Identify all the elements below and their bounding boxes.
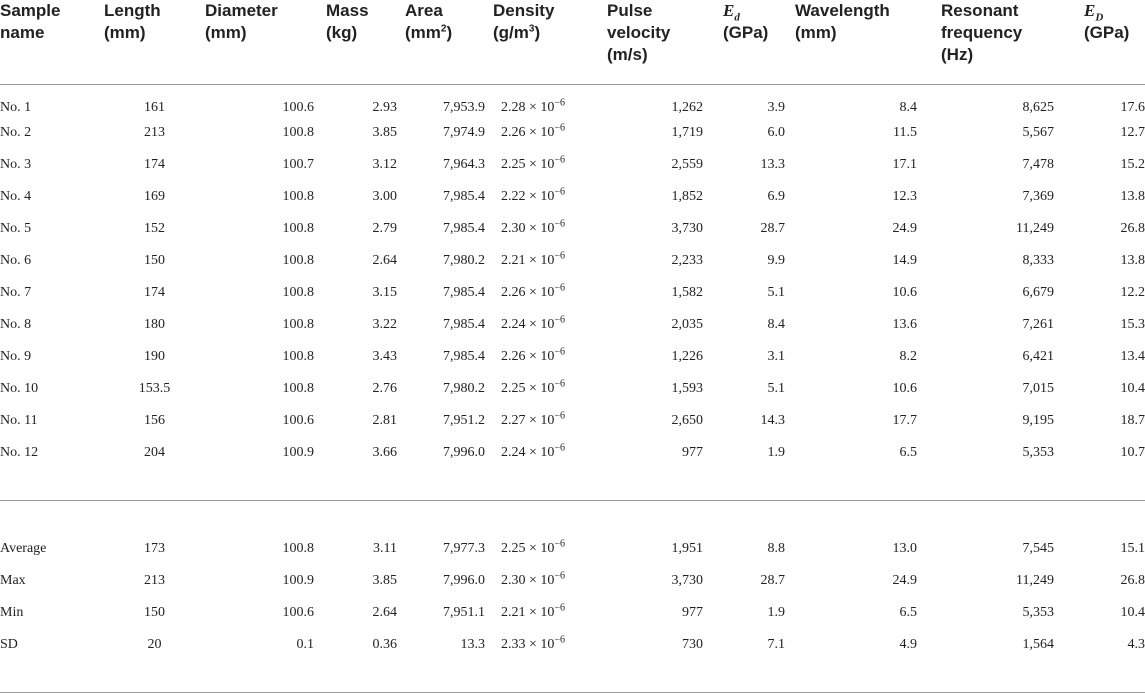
cell-eD: 15.3 bbox=[1120, 316, 1145, 332]
cell-ed: 6.0 bbox=[767, 124, 785, 140]
cell-mass: 0.36 bbox=[372, 636, 397, 652]
density-exponent: −6 bbox=[554, 377, 566, 389]
cell-density: $2.26 \times 10^{-6}$ bbox=[501, 121, 566, 140]
cell-pulse-velocity: 2,650 bbox=[671, 412, 703, 428]
header-ed: $E_d$ (GPa) bbox=[723, 0, 795, 84]
cell-eD: 12.7 bbox=[1120, 124, 1145, 140]
density-exponent: −6 bbox=[554, 96, 566, 108]
cell-resonant-frequency: 5,353 bbox=[1022, 444, 1054, 460]
header-wavelength: Wavelength (mm) bbox=[795, 0, 941, 84]
cell-ed: 28.7 bbox=[760, 572, 785, 588]
cell-eD: 10.7 bbox=[1120, 444, 1145, 460]
cell-length: 204 bbox=[144, 444, 165, 460]
density-exponent: −6 bbox=[554, 441, 566, 453]
cell-eD: 17.6 bbox=[1120, 99, 1145, 115]
density-exponent: −6 bbox=[554, 217, 566, 229]
cell-length: 150 bbox=[144, 604, 165, 620]
cell-length: 161 bbox=[144, 99, 165, 115]
cell-area: 7,980.2 bbox=[443, 252, 485, 268]
cell-diameter: 0.1 bbox=[296, 636, 314, 652]
cell-pulse-velocity: 2,233 bbox=[671, 252, 703, 268]
cell-resonant-frequency: 6,421 bbox=[1022, 348, 1054, 364]
cell-area: 7,953.9 bbox=[443, 99, 485, 115]
cell-area: 7,996.0 bbox=[443, 572, 485, 588]
density-exponent: −6 bbox=[554, 633, 566, 645]
cell-sample-name: No. 9 bbox=[0, 348, 32, 364]
cell-ed: 14.3 bbox=[760, 412, 785, 428]
cell-mass: 2.64 bbox=[372, 252, 397, 268]
cell-eD: 13.8 bbox=[1120, 252, 1145, 268]
cell-density: $2.21 \times 10^{-6}$ bbox=[501, 249, 566, 268]
cell-resonant-frequency: 7,545 bbox=[1022, 540, 1054, 556]
cell-eD: 12.2 bbox=[1120, 284, 1145, 300]
cell-pulse-velocity: 3,730 bbox=[671, 572, 703, 588]
cell-eD: 10.4 bbox=[1120, 380, 1145, 396]
cell-mass: 3.11 bbox=[373, 540, 397, 556]
cell-ed: 7.1 bbox=[767, 636, 785, 652]
cell-diameter: 100.9 bbox=[282, 444, 314, 460]
cell-diameter: 100.7 bbox=[282, 156, 314, 172]
density-exponent: −6 bbox=[554, 281, 566, 293]
summary-row bbox=[0, 597, 1145, 629]
cell-wavelength: 8.2 bbox=[899, 348, 917, 364]
table-bottom-rule bbox=[0, 661, 1145, 693]
cell-mass: 3.66 bbox=[372, 444, 397, 460]
cell-wavelength: 6.5 bbox=[899, 604, 917, 620]
cell-wavelength: 11.5 bbox=[893, 124, 917, 140]
section-separator bbox=[0, 469, 1145, 533]
cell-wavelength: 14.9 bbox=[892, 252, 917, 268]
cell-eD: 4.3 bbox=[1127, 636, 1145, 652]
cell-eD: 26.8 bbox=[1120, 220, 1145, 236]
header-length: Length (mm) bbox=[104, 0, 205, 84]
density-exponent: −6 bbox=[554, 569, 566, 581]
table-row bbox=[0, 341, 1145, 373]
cell-density: $2.24 \times 10^{-6}$ bbox=[501, 441, 566, 460]
density-exponent: −6 bbox=[554, 249, 566, 261]
cell-mass: 2.64 bbox=[372, 604, 397, 620]
cell-eD: 15.1 bbox=[1120, 540, 1145, 556]
cell-mass: 3.22 bbox=[372, 316, 397, 332]
cell-diameter: 100.6 bbox=[282, 99, 314, 115]
table-row bbox=[0, 437, 1145, 469]
density-exponent: −6 bbox=[554, 601, 566, 613]
cell-pulse-velocity: 1,951 bbox=[671, 540, 703, 556]
cell-ed: 13.3 bbox=[760, 156, 785, 172]
cell-diameter: 100.8 bbox=[282, 188, 314, 204]
cell-sample-name: No. 5 bbox=[0, 220, 32, 236]
cell-area: 7,951.1 bbox=[443, 604, 485, 620]
cell-density: $2.27 \times 10^{-6}$ bbox=[501, 409, 566, 428]
cell-area: 7,980.2 bbox=[443, 380, 485, 396]
cell-mass: 2.81 bbox=[372, 412, 397, 428]
cell-area: 7,985.4 bbox=[443, 188, 485, 204]
cell-resonant-frequency: 7,261 bbox=[1022, 316, 1054, 332]
cell-density: $2.22 \times 10^{-6}$ bbox=[501, 185, 566, 204]
cell-sample-name: SD bbox=[0, 636, 18, 652]
cell-diameter: 100.9 bbox=[282, 572, 314, 588]
header-resonant-frequency: Resonant frequency (Hz) bbox=[941, 0, 1084, 84]
summary-row bbox=[0, 533, 1145, 565]
cell-resonant-frequency: 8,625 bbox=[1022, 99, 1054, 115]
table-row bbox=[0, 373, 1145, 405]
cell-length: 213 bbox=[144, 124, 165, 140]
cell-pulse-velocity: 977 bbox=[682, 444, 703, 460]
cell-mass: 3.85 bbox=[372, 572, 397, 588]
cell-sample-name: No. 6 bbox=[0, 252, 32, 268]
cell-pulse-velocity: 1,226 bbox=[671, 348, 703, 364]
header-eD: $E_D$ (GPa) bbox=[1084, 0, 1145, 84]
table-row bbox=[0, 213, 1145, 245]
cell-density: $2.30 \times 10^{-6}$ bbox=[501, 569, 566, 588]
cell-diameter: 100.8 bbox=[282, 124, 314, 140]
summary-row bbox=[0, 565, 1145, 597]
cell-mass: 2.93 bbox=[372, 99, 397, 115]
density-exponent: −6 bbox=[554, 185, 566, 197]
cell-eD: 26.8 bbox=[1120, 572, 1145, 588]
cell-diameter: 100.8 bbox=[282, 220, 314, 236]
cell-ed: 8.4 bbox=[767, 316, 785, 332]
cell-density: $2.25 \times 10^{-6}$ bbox=[501, 537, 566, 556]
cell-resonant-frequency: 8,333 bbox=[1022, 252, 1054, 268]
cell-wavelength: 24.9 bbox=[892, 220, 917, 236]
cell-length: 174 bbox=[144, 284, 165, 300]
cell-length: 150 bbox=[144, 252, 165, 268]
cell-area: 7,974.9 bbox=[443, 124, 485, 140]
cell-pulse-velocity: 1,593 bbox=[671, 380, 703, 396]
cell-pulse-velocity: 730 bbox=[682, 636, 703, 652]
cell-mass: 3.12 bbox=[372, 156, 397, 172]
cell-ed: 3.9 bbox=[767, 99, 785, 115]
cell-length: 173 bbox=[144, 540, 165, 556]
header-diameter: Diameter (mm) bbox=[205, 0, 326, 84]
cell-resonant-frequency: 6,679 bbox=[1022, 284, 1054, 300]
cell-ed: 3.1 bbox=[767, 348, 785, 364]
cell-eD: 15.2 bbox=[1120, 156, 1145, 172]
header-area: Area $(mm^2)$ bbox=[405, 0, 493, 84]
cell-eD: 13.8 bbox=[1120, 188, 1145, 204]
cell-length: 174 bbox=[144, 156, 165, 172]
sample-rows bbox=[0, 84, 1145, 469]
cell-resonant-frequency: 9,195 bbox=[1022, 412, 1054, 428]
cell-ed: 1.9 bbox=[767, 444, 785, 460]
cell-pulse-velocity: 1,852 bbox=[671, 188, 703, 204]
density-exponent: −6 bbox=[554, 313, 566, 325]
header-mass: Mass (kg) bbox=[326, 0, 405, 84]
cell-area: 7,985.4 bbox=[443, 348, 485, 364]
cell-resonant-frequency: 7,015 bbox=[1022, 380, 1054, 396]
cell-wavelength: 12.3 bbox=[892, 188, 917, 204]
cell-ed: 6.9 bbox=[767, 188, 785, 204]
cell-density: $2.28 \times 10^{-6}$ bbox=[501, 96, 566, 115]
cell-sample-name: No. 11 bbox=[0, 412, 38, 428]
cell-pulse-velocity: 2,035 bbox=[671, 316, 703, 332]
cell-sample-name: Max bbox=[0, 572, 26, 588]
cell-length: 169 bbox=[144, 188, 165, 204]
cell-sample-name: No. 4 bbox=[0, 188, 32, 204]
header-sample-name: Sample name bbox=[0, 0, 104, 84]
cell-sample-name: No. 3 bbox=[0, 156, 32, 172]
cell-sample-name: No. 8 bbox=[0, 316, 32, 332]
cell-density: $2.26 \times 10^{-6}$ bbox=[501, 345, 566, 364]
density-exponent: −6 bbox=[554, 345, 566, 357]
cell-sample-name: No. 10 bbox=[0, 380, 39, 396]
cell-diameter: 100.6 bbox=[282, 604, 314, 620]
table-row bbox=[0, 309, 1145, 341]
cell-area: 7,985.4 bbox=[443, 316, 485, 332]
cell-sample-name: No. 7 bbox=[0, 284, 32, 300]
cell-area: 7,977.3 bbox=[443, 540, 485, 556]
cell-pulse-velocity: 1,262 bbox=[671, 99, 703, 115]
cell-resonant-frequency: 7,478 bbox=[1022, 156, 1054, 172]
cell-sample-name: No. 12 bbox=[0, 444, 39, 460]
cell-sample-name: Min bbox=[0, 604, 24, 620]
cell-diameter: 100.8 bbox=[282, 252, 314, 268]
cell-length: 153.5 bbox=[138, 380, 171, 396]
cell-wavelength: 4.9 bbox=[899, 636, 917, 652]
cell-resonant-frequency: 11,249 bbox=[1016, 572, 1054, 588]
cell-area: 7,951.2 bbox=[443, 412, 485, 428]
cell-mass: 3.15 bbox=[372, 284, 397, 300]
density-exponent: −6 bbox=[554, 121, 566, 133]
cell-resonant-frequency: 7,369 bbox=[1022, 188, 1054, 204]
cell-diameter: 100.8 bbox=[282, 348, 314, 364]
cell-eD: 18.7 bbox=[1120, 412, 1145, 428]
cell-pulse-velocity: 2,559 bbox=[671, 156, 703, 172]
cell-length: 20 bbox=[147, 636, 162, 652]
table-row bbox=[0, 181, 1145, 213]
cell-ed: 1.9 bbox=[767, 604, 785, 620]
cell-wavelength: 6.5 bbox=[899, 444, 917, 460]
cell-wavelength: 17.7 bbox=[892, 412, 917, 428]
cell-sample-name: No. 2 bbox=[0, 124, 32, 140]
table-row bbox=[0, 117, 1145, 149]
cell-length: 180 bbox=[144, 316, 165, 332]
header-row bbox=[0, 0, 1145, 84]
cell-diameter: 100.8 bbox=[282, 540, 314, 556]
cell-eD: 13.4 bbox=[1120, 348, 1145, 364]
header-pulse-velocity: Pulse velocity (m/s) bbox=[607, 0, 723, 84]
table-row bbox=[0, 245, 1145, 277]
cell-resonant-frequency: 11,249 bbox=[1016, 220, 1054, 236]
cell-length: 152 bbox=[144, 220, 165, 236]
cell-density: $2.30 \times 10^{-6}$ bbox=[501, 217, 566, 236]
cell-pulse-velocity: 3,730 bbox=[671, 220, 703, 236]
cell-area: 7,996.0 bbox=[443, 444, 485, 460]
cell-density: $2.25 \times 10^{-6}$ bbox=[501, 377, 566, 396]
cell-pulse-velocity: 1,719 bbox=[671, 124, 703, 140]
cell-density: $2.24 \times 10^{-6}$ bbox=[501, 313, 566, 332]
cell-sample-name: Average bbox=[0, 540, 47, 556]
density-exponent: −6 bbox=[554, 409, 566, 421]
summary-rows bbox=[0, 533, 1145, 661]
cell-diameter: 100.8 bbox=[282, 380, 314, 396]
cell-ed: 5.1 bbox=[767, 380, 785, 396]
table-row bbox=[0, 84, 1145, 117]
density-exponent: −6 bbox=[554, 537, 566, 549]
cell-ed: 8.8 bbox=[767, 540, 785, 556]
header-density: Density $(g/m^3)$ bbox=[493, 0, 607, 84]
cell-pulse-velocity: 1,582 bbox=[671, 284, 703, 300]
cell-mass: 3.85 bbox=[372, 124, 397, 140]
cell-length: 213 bbox=[144, 572, 165, 588]
table-row bbox=[0, 277, 1145, 309]
cell-wavelength: 13.0 bbox=[892, 540, 917, 556]
cell-mass: 3.00 bbox=[372, 188, 397, 204]
cell-area: 13.3 bbox=[460, 636, 485, 652]
cell-area: 7,985.4 bbox=[443, 284, 485, 300]
cell-length: 156 bbox=[144, 412, 165, 428]
cell-sample-name: No. 1 bbox=[0, 99, 32, 115]
density-exponent: −6 bbox=[554, 153, 566, 165]
cell-diameter: 100.8 bbox=[282, 284, 314, 300]
cell-density: $2.21 \times 10^{-6}$ bbox=[501, 601, 566, 620]
summary-row bbox=[0, 629, 1145, 661]
cell-ed: 5.1 bbox=[767, 284, 785, 300]
cell-mass: 2.79 bbox=[372, 220, 397, 236]
cell-ed: 9.9 bbox=[767, 252, 785, 268]
cell-diameter: 100.6 bbox=[282, 412, 314, 428]
cell-resonant-frequency: 5,567 bbox=[1022, 124, 1054, 140]
table-row bbox=[0, 149, 1145, 181]
cell-wavelength: 10.6 bbox=[892, 284, 917, 300]
cell-wavelength: 24.9 bbox=[892, 572, 917, 588]
cell-length: 190 bbox=[144, 348, 165, 364]
cell-wavelength: 10.6 bbox=[892, 380, 917, 396]
cell-area: 7,985.4 bbox=[443, 220, 485, 236]
cell-mass: 2.76 bbox=[372, 380, 397, 396]
cell-eD: 10.4 bbox=[1120, 604, 1145, 620]
cell-resonant-frequency: 5,353 bbox=[1022, 604, 1054, 620]
cell-density: $2.25 \times 10^{-6}$ bbox=[501, 153, 566, 172]
cell-density: $2.26 \times 10^{-6}$ bbox=[501, 281, 566, 300]
cell-diameter: 100.8 bbox=[282, 316, 314, 332]
cell-mass: 3.43 bbox=[372, 348, 397, 364]
cell-resonant-frequency: 1,564 bbox=[1022, 636, 1054, 652]
cell-wavelength: 8.4 bbox=[899, 99, 917, 115]
cell-wavelength: 17.1 bbox=[892, 156, 917, 172]
cell-area: 7,964.3 bbox=[443, 156, 485, 172]
cell-density: $2.33 \times 10^{-6}$ bbox=[501, 633, 566, 652]
cell-wavelength: 13.6 bbox=[892, 316, 917, 332]
cell-pulse-velocity: 977 bbox=[682, 604, 703, 620]
cell-ed: 28.7 bbox=[760, 220, 785, 236]
table-row bbox=[0, 405, 1145, 437]
